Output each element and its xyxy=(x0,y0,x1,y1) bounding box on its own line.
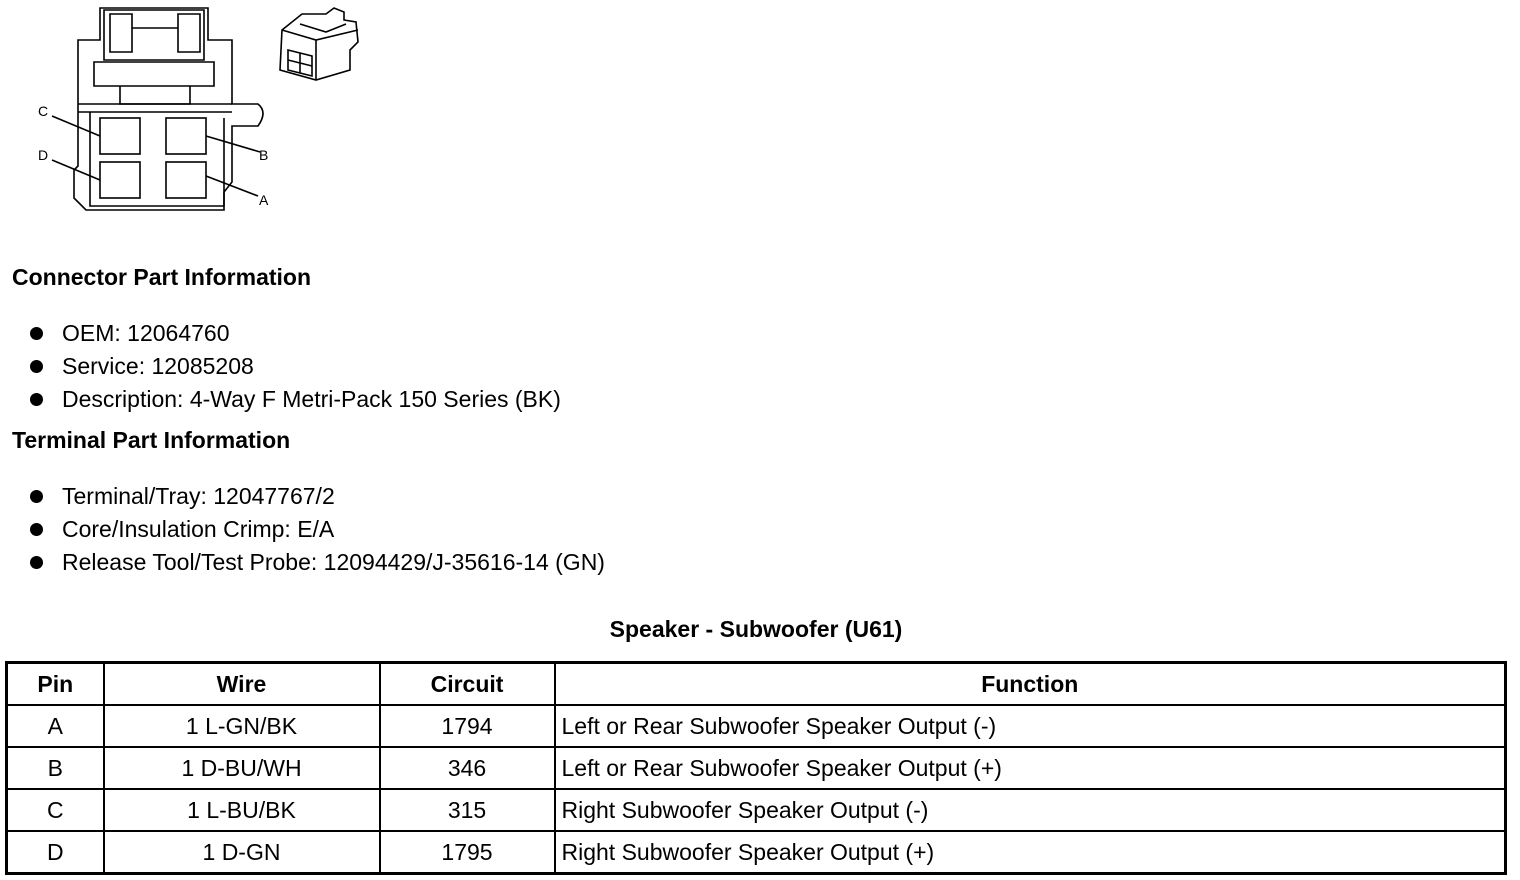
header-function: Function xyxy=(555,663,1506,706)
cell-function: Left or Rear Subwoofer Speaker Output (+) xyxy=(555,747,1506,789)
table-row xyxy=(7,705,1506,747)
cell-circuit: 1794 xyxy=(380,705,555,747)
pin-label-b: B xyxy=(259,147,269,163)
cell-circuit: 315 xyxy=(380,789,555,831)
table-row xyxy=(7,789,1506,831)
bullet-icon xyxy=(30,556,43,569)
cell-pin: C xyxy=(7,789,104,831)
cell-wire: 1 L-BU/BK xyxy=(104,789,380,831)
list-item-text: Description: 4-Way F Metri-Pack 150 Series (BK) xyxy=(62,386,561,412)
bullet-icon xyxy=(30,360,43,373)
list-item xyxy=(0,350,561,383)
connector-diagram xyxy=(0,0,400,225)
cell-wire: 1 L-GN/BK xyxy=(104,705,380,747)
header-wire: Wire xyxy=(104,663,380,706)
terminal-info-title: Terminal Part Information xyxy=(12,427,291,453)
pin-label-d: D xyxy=(38,147,49,163)
list-item xyxy=(0,480,605,513)
list-item xyxy=(0,383,561,416)
list-item-text: Core/Insulation Crimp: E/A xyxy=(62,516,335,542)
cell-function: Left or Rear Subwoofer Speaker Output (-) xyxy=(555,705,1506,747)
table-header-row xyxy=(7,663,1506,706)
bullet-icon xyxy=(30,490,43,503)
table-row xyxy=(7,747,1506,789)
bullet-icon xyxy=(30,327,43,340)
bullet-icon xyxy=(30,523,43,536)
header-circuit: Circuit xyxy=(380,663,555,706)
list-item-text: Service: 12085208 xyxy=(62,353,254,379)
cell-circuit: 1795 xyxy=(380,831,555,874)
list-item xyxy=(0,513,605,546)
connector-info-list xyxy=(0,317,561,416)
list-item-text: Release Tool/Test Probe: 12094429/J-35616-14 (GN) xyxy=(62,549,605,575)
cell-function: Right Subwoofer Speaker Output (-) xyxy=(555,789,1506,831)
connector-info-title: Connector Part Information xyxy=(12,264,312,290)
pin-label-a: A xyxy=(259,192,269,208)
cell-function: Right Subwoofer Speaker Output (+) xyxy=(555,831,1506,874)
cell-pin: D xyxy=(7,831,104,874)
list-item xyxy=(0,546,605,579)
list-item xyxy=(0,317,561,350)
bullet-icon xyxy=(30,393,43,406)
list-item-text: OEM: 12064760 xyxy=(62,320,230,346)
cell-pin: A xyxy=(7,705,104,747)
list-item-text: Terminal/Tray: 12047767/2 xyxy=(62,483,335,509)
pinout-table xyxy=(5,661,1507,875)
table-title: Speaker - Subwoofer (U61) xyxy=(609,616,903,642)
table-row xyxy=(7,831,1506,874)
cell-wire: 1 D-BU/WH xyxy=(104,747,380,789)
terminal-info-list xyxy=(0,480,605,579)
cell-wire: 1 D-GN xyxy=(104,831,380,874)
pin-label-c: C xyxy=(38,103,49,119)
cell-circuit: 346 xyxy=(380,747,555,789)
header-pin: Pin xyxy=(7,663,104,706)
cell-pin: B xyxy=(7,747,104,789)
